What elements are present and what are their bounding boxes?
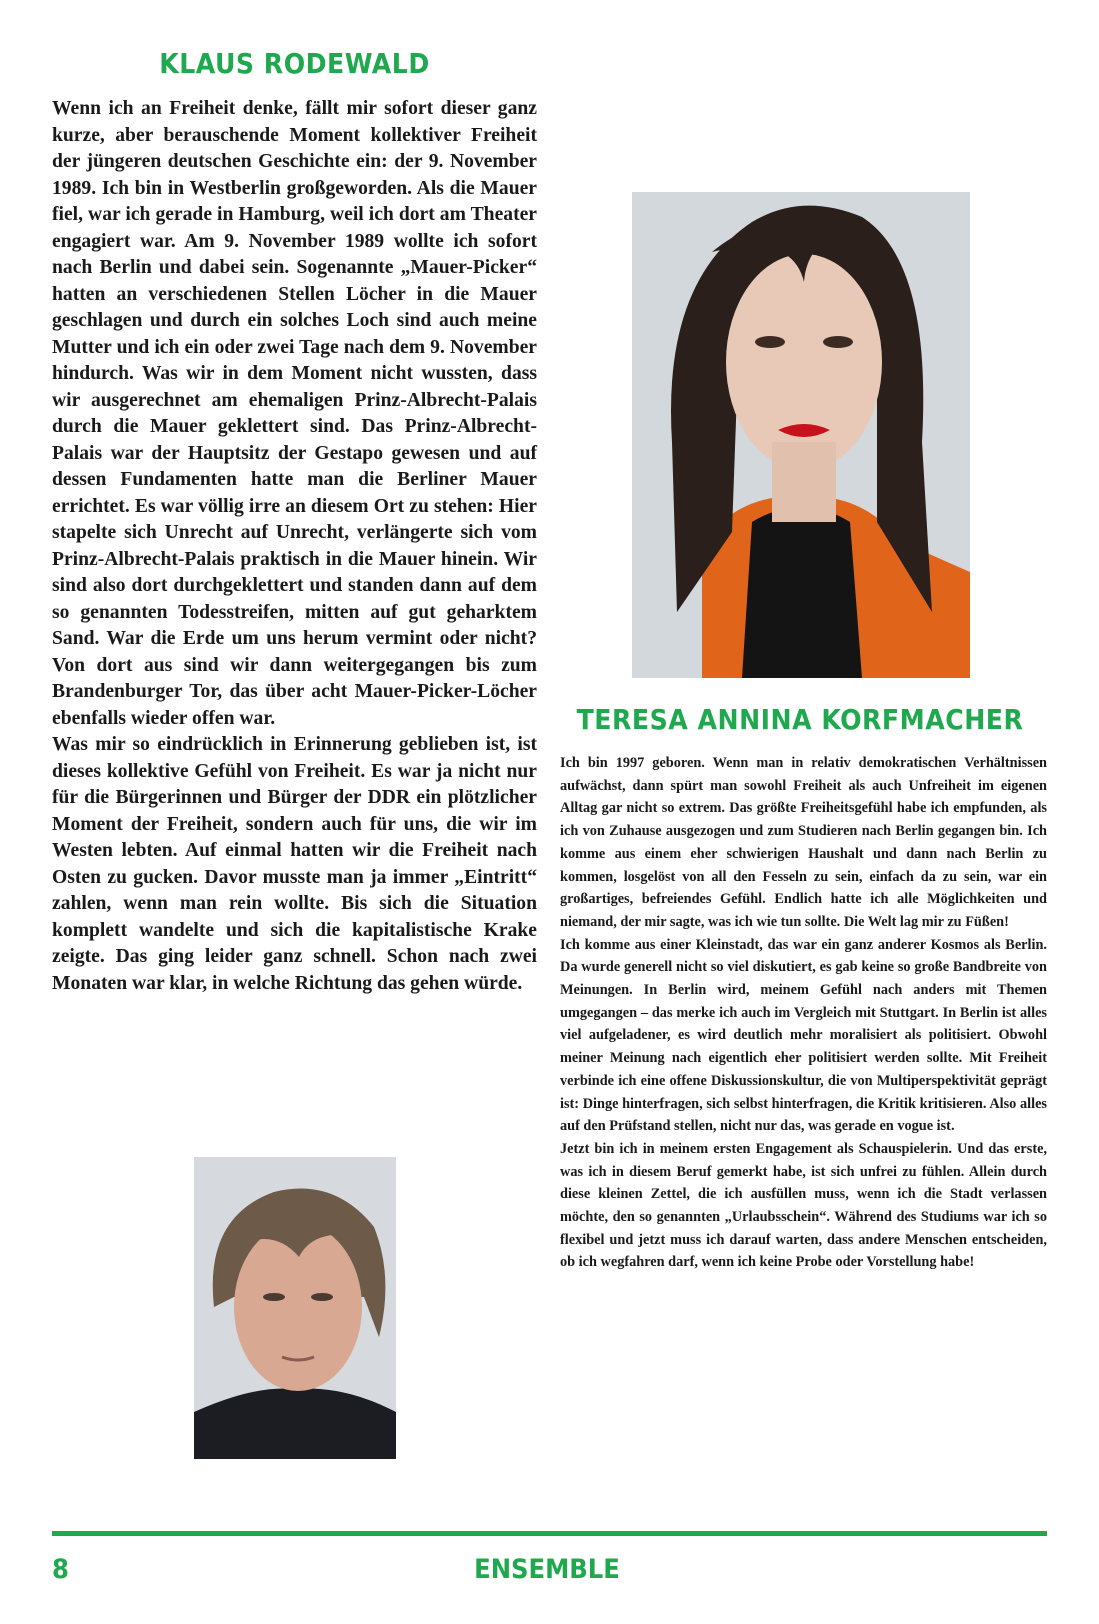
paragraph: Jetzt bin ich in meinem ersten Engagement als Schauspielerin. Und das erste, was ich in diesem Beruf gemerkt habe, ist sich unfrei zu fühlen. Allein durch diese kleinen Zettel, die ich ausfüllen muss, wenn ich die Stadt verlassen möchte, den so genannten „Urlaubsschein“. Während des Studiums war ich so flexibel und jetzt muss ich darauf warten, dass andere Menschen entscheiden, ob ich wegfahren darf, wenn ich keine Probe oder Vorstellung habe! <box>560 1140 1047 1271</box>
page-number: 8 <box>52 1554 69 1585</box>
author-name-teresa-annina-korfmacher: TERESA ANNINA KORFMACHER <box>576 703 1024 736</box>
author-name-klaus-rodewald: KLAUS RODEWALD <box>159 47 430 80</box>
paragraph: Wenn ich an Freiheit denke, fällt mir sofort dieser ganz kurze, aber berauschende Moment kollektiver Freiheit der jüngeren deutschen Geschichte ein: der 9. November 1989. Ich bin in Westberlin großgeworden. Als die Mauer fiel, war ich gerade in Hamburg, weil ich dort am Theater engagiert war. Am 9. November 1989 wollte ich sofort nach Berlin und dabei sein. Sogenannte „Mauer-Picker“ hatten an verschiedenen Stellen Löcher in die Mauer geschlagen und durch ein solches Loch sind auch meine Mutter und ich ein oder zwei Tage nach dem 9. November hindurch. Was wir in dem Moment nicht wussten, dass wir ausgerechnet am ehemaligen Prinz-Albrecht-Palais durch die Mauer geklettert sind. Das Prinz-Albrecht-Palais war der Hauptsitz der Gestapo gewesen und auf dessen Fundamenten hatte man die Berliner Mauer errichtet. Es war völlig irre an diesem Ort zu stehen: Hier stapelte sich Unrecht auf Unrecht, verlängerte sich vom Prinz-Albrecht-Palais praktisch in die Mauer hinein. Wir sind also dort durchgeklettert und standen dann auf dem so genannten Todesstreifen, mitten auf gut geharktem Sand. War die Erde um uns herum vermint oder nicht? Von dort aus sind wir dann weitergegangen bis zum Brandenburger Tor, das über acht Mauer-Picker-Löcher ebenfalls wieder offen war. <box>52 98 537 729</box>
portrait-photo-klaus-rodewald <box>194 1157 396 1459</box>
paragraph: Was mir so eindrücklich in Erinnerung geblieben ist, ist dieses kollektive Gefühl von Freiheit. Es war ja nicht nur für die Bürgerinnen und Bürger der DDR ein plötzlicher Moment der Freiheit, sondern auch für uns, die wir im Westen lebten. Auf einmal hatten wir die Freiheit nach Osten zu gucken. Davor musste man ja immer „Eintritt“ zahlen, wenn man rein wollte. Bis sich die Situation komplett wandelte und sich die kapitalistische Krake zeigte. Das ging leider ganz schnell. Schon nach zwei Monaten war klar, in welche Richtung das gehen würde. <box>52 734 537 994</box>
section-label: ENSEMBLE <box>474 1554 620 1585</box>
portrait-photo-teresa-annina-korfmacher <box>632 192 970 678</box>
article-teresa-annina-korfmacher <box>560 752 1047 1274</box>
article-klaus-rodewald <box>52 96 537 997</box>
footer-divider <box>52 1531 1047 1536</box>
paragraph: Ich bin 1997 geboren. Wenn man in relativ demokratischen Verhältnissen aufwächst, dann spürt man sowohl Freiheit als auch Unfreiheit im eigenen Alltag gar nicht so extrem. Das größte Freiheitsgefühl habe ich empfunden, als ich von Zuhause ausgezogen und zum Studieren nach Berlin gegangen bin. Ich komme aus einem eher schwierigen Haushalt und dann nach Berlin zu kommen, losgelöst von all den Fesseln zu sein, einfach da zu sein, war ein großartiges, befreiendes Gefühl. Endlich hatte ich alle Möglichkeiten und niemand, der mir sagte, was ich wie tun sollte. Die Welt lag mir zu Füßen! <box>560 755 1047 930</box>
paragraph: Ich komme aus einer Kleinstadt, das war ein ganz anderer Kosmos als Berlin. Da wurde generell nicht so viel diskutiert, es gab keine so große Bandbreite von Meinungen. In Berlin wird, meinem Gefühl nach anders mit Themen umgegangen – das merke ich auch im Vergleich mit Stuttgart. In Berlin ist alles viel aufgeladener, es wird deutlich mehr moralisiert als politisiert. Obwohl meiner Meinung nach eigentlich eher politisiert werden sollte. Mit Freiheit verbinde ich eine offene Diskussionskultur, die von Multiperspektivität geprägt ist: Dinge hinterfragen, sich selbst hinterfragen, die Kritik kritisieren. Also alles auf den Prüfstand stellen, nicht nur das, was gerade en vogue ist. <box>560 936 1047 1135</box>
